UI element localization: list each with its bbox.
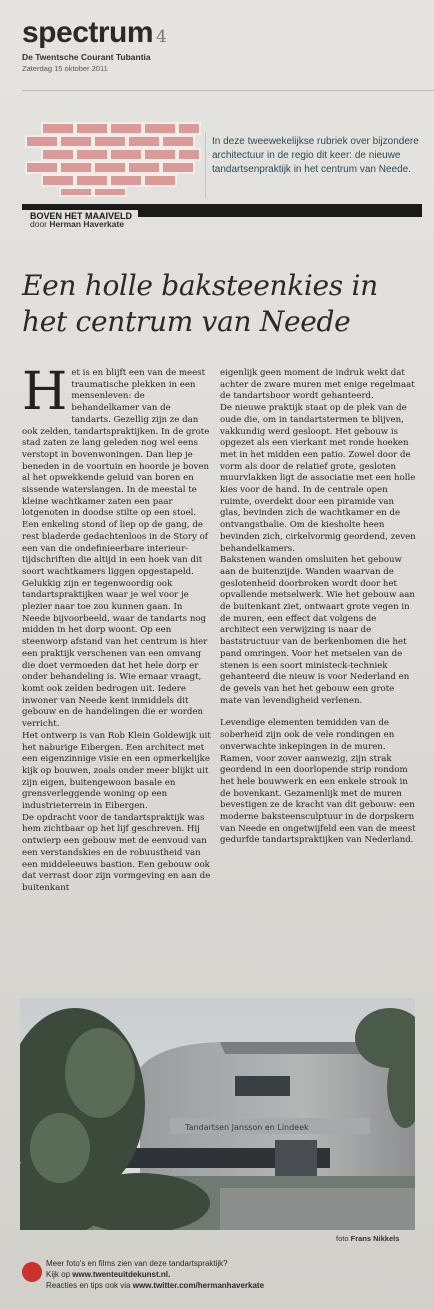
footer-line-2-prefix: Kijk op [46,1270,71,1279]
masthead-rule [22,90,434,91]
article-column-right [220,368,416,847]
issue-date: Zaterdag 15 oktober 2011 [22,64,108,73]
footer-text [46,1258,426,1291]
building-sign-text: Tandartsen Jansson en Lindeek [185,1123,309,1132]
article-paragraph: De opdracht voor de tandartspraktijk was hem zichtbaar op het lijf geschreven. Hij ontwierp een gebouw met de eenvoud van een verstandskies en de robuustheid van een middeleeuws bastion. Een gebouw ook dat verrast door zijn vormgeving en aan de buitenkant [22,812,211,893]
photo-credit-prefix: foto [336,1234,349,1243]
photo-credit [336,1234,399,1243]
masthead [22,18,167,73]
column-title: BOVEN HET MAAIVELD [22,210,138,223]
footer-line-2 [46,1269,426,1280]
article-paragraph: eigenlijk geen moment de indruk wekt dat achter de zware muren met enige regelmaat de tandartsboor wordt gehanteerd. [220,368,415,402]
article-paragraph: De nieuwe praktijk staat op de plek van de oude die, om in tandartstermen te blijven, vakkundig werd gesloopt. Het gebouw is opgezet als een vierkant met ronde hoeken met in het midden een patio. Zowel door de vorm als door de relatief grote, gesloten muurvlakken ligt de associatie met een holle kies voor de hand. In de centrale open ruimte, overdekt door een piramide van glas, bevinden zich de wachtkamer en de ontvangstbalie. Om de kiesholte heen bevinden zich, cirkelvormig geordend, zeven behandelkamers. [220,403,416,554]
footer-link-website[interactable]: www.twenteuitdekunst.nl. [72,1270,171,1279]
photographer-name: Frans Nikkels [350,1234,400,1243]
article-column-left [22,362,212,895]
headline-line-2: het centrum van Neede [22,305,351,338]
footer-line-3-prefix: Reacties en tips ook via [46,1281,131,1290]
drop-cap: H [22,362,68,422]
footer-line-1: Meer foto's en films zien van deze tandartspraktijk? [46,1259,228,1268]
page-number: 4 [156,27,167,47]
article-paragraph: Gelukkig zijn er tegenwoordig ook tandartspraktijken waar je wel voor je plezier naar toe zou kunnen gaan. In Neede bijvoorbeeld, waar de tandarts nog midden in het dorp woont. Op een steenworp afstand van het centrum is hier een praktijk verschenen van een omvang die doet vermoeden dat het hele dorp er onder behandeling is. Wie ernaar vraagt, komt ook zelden bedrogen uit. Iedere inwoner van Neede kent inmiddels dit gebouw en de handelingen die er worden verricht. [22,578,208,730]
article-paragraph: Het ontwerp is van Rob Klein Goldewijk uit het naburige Eibergen. Een architect met een eigenzinnige visie en een opmerkelijke kijk op bouwen, zoals onder meer blijkt uit zijn eigen, buitengewoon basale en grensverleggende woning op een industrieterrein in Eibergen. [22,730,211,812]
tubantia-logo-icon [22,1262,42,1282]
section-title: spectrum [22,16,154,49]
brick-wall-icon [24,121,202,197]
article-paragraph: et is en blijft een van de meest traumatische plekken in een mensenleven: de behandelkamer van de tandarts. Gezellig zijn ze dan ook zelden, tandartspraktijken. In de grote stad zaten ze lang geleden nog wel eens verstopt in bovenwoningen. Dan liep je beneden in de voortuin en hoorde je boven al het opwekkende geluid van boren en sissende waterslangen. In de meestal te kleine wachtkamer zaten een paar lotgenoten in doodse stilte op een stoel. Een enkeling stond of liep op de gang, de rest bladerde gedachtenloos in de Story of een van die ondefinieerbare interieur-tijdschriften die altijd in een hoek van dit soort wachtkamers liggen opgestapeld. [22,368,210,577]
building-photo [20,998,415,1230]
footer-line-3 [46,1280,426,1291]
headline [22,268,422,340]
article-paragraph: Levendige elementen temidden van de soberheid zijn ook de vele rondingen en onverwachte inkepingen in de muren. Ramen, voor zover aanwezig, zijn strak geordend in een doorlopende strip rondom het hele bouwwerk en een enkele strook in de bovenkant. Gezamenlijk met de muren bevestigen ze de kracht van dit gebouw: een moderne baksteensculptuur in de dorpskern van Neede en ongetwijfeld een van de meest gedurfde tandartspraktijken van Nederland. [220,718,416,846]
newspaper-name: De Twentsche Courant Tubantia [22,52,151,62]
byline [30,219,124,229]
byline-prefix: door [30,219,48,229]
headline-line-1: Een holle baksteenkies in [22,269,378,302]
intro-text: In deze tweewekelijkse rubriek over bijzondere architectuur in de regio dit keer: de nieuwe tandartsenpraktijk in het centrum van Neede. [212,136,419,175]
intro-divider [205,132,206,198]
author-name: Herman Haverkate [49,219,125,229]
footer-link-twitter[interactable]: www.twitter.com/hermanhaverkate [132,1281,265,1290]
article-paragraph: Bakstenen wanden omsluiten het gebouw aan de buitenzijde. Wanden waarvan de geslotenheid doorbroken wordt door het opvallende metselwerk. Wie het gebouw aan de buitenkant ziet, ontwaart grote vegen in de muren, een effect dat volgens de architect een verwijzing is naar de baststructuur van de berkenbomen die het pand omringen. Voor het metselen van de stenen is een soort ministeck-techniek gehanteerd die nieuw is voor Nederland en de gevels van het het gebouw een grote mate van levendigheid verlenen. [220,555,415,706]
column-title-bar [22,204,422,221]
